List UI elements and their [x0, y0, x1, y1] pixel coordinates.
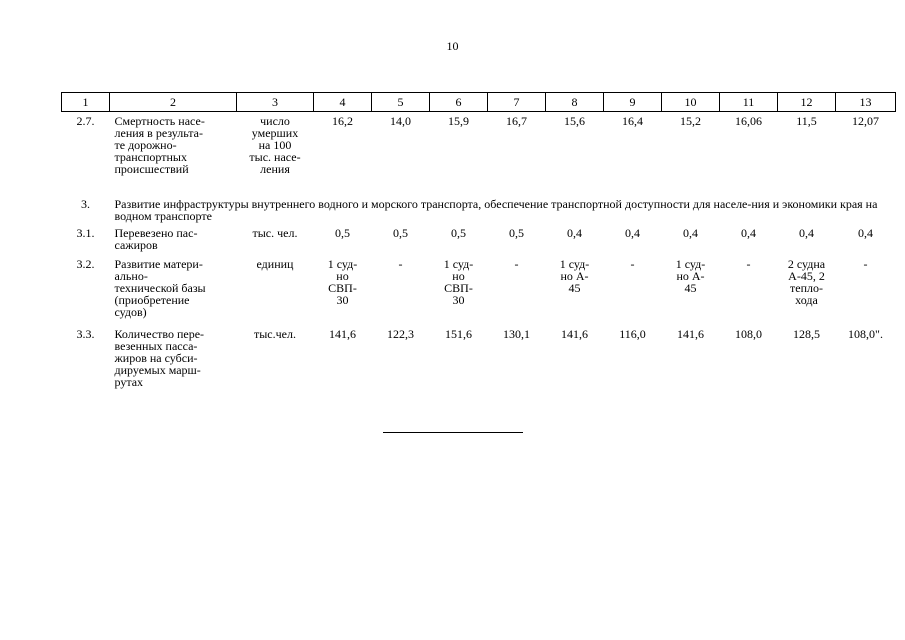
indicators-table: [61, 92, 896, 395]
cell-line: тыс.чел.: [254, 326, 296, 341]
value-cell: [604, 224, 662, 255]
cell-line: 0,4: [799, 225, 814, 240]
header-cell-2: 2: [110, 93, 237, 112]
header-cell-5: 5: [372, 93, 430, 112]
table-row: [62, 224, 896, 255]
cell-line: -: [630, 256, 635, 271]
header-cell-10: 10: [662, 93, 720, 112]
cell-line: ления в результа-: [114, 126, 203, 140]
value-cell: [836, 325, 896, 395]
indicator-name: [110, 325, 237, 395]
table-row: [62, 325, 896, 395]
cell-line: 45: [568, 280, 581, 295]
cell-line: 141,6: [561, 326, 588, 341]
header-row: [62, 93, 896, 112]
value-cell: [604, 325, 662, 395]
cell-line: Перевезено пас-: [114, 225, 198, 240]
cell-line: судов): [114, 304, 147, 319]
cell-line: ально-: [114, 268, 148, 283]
cell-line: 116,0: [619, 326, 646, 341]
value-cell: [314, 112, 372, 187]
cell-line: 2 судна: [787, 256, 826, 271]
cell-line: 0,4: [858, 225, 873, 240]
cell-line: 108,0".: [848, 326, 883, 341]
value-cell: [662, 255, 720, 325]
header-cell-4: 4: [314, 93, 372, 112]
cell-line: -: [398, 256, 403, 271]
cell-line: но: [452, 268, 465, 283]
value-cell: [662, 325, 720, 395]
cell-line: 0,4: [625, 225, 640, 240]
cell-line: жиров на субси-: [114, 350, 198, 365]
cell-line: 122,3: [387, 326, 414, 341]
cell-line: 151,6: [445, 326, 472, 341]
cell-line: 0,5: [451, 225, 466, 240]
unit-cell: [237, 224, 314, 255]
cell-line: Развитие матери-: [114, 256, 203, 271]
indicator-name: [110, 255, 237, 325]
header-cell-11: 11: [720, 93, 778, 112]
indicator-name: [110, 224, 237, 255]
cell-line: 16,7: [506, 114, 527, 128]
cell-line: 16,2: [332, 114, 353, 128]
value-cell: [430, 255, 488, 325]
unit-cell: [237, 325, 314, 395]
cell-line: 14,0: [390, 114, 411, 128]
value-cell: [488, 255, 546, 325]
value-cell: [662, 112, 720, 187]
cell-line: -: [863, 256, 868, 271]
value-cell: [604, 255, 662, 325]
cell-line: технической базы: [114, 280, 206, 295]
value-cell: [546, 112, 604, 187]
header-cell-9: 9: [604, 93, 662, 112]
cell-line: 1 суд-: [327, 256, 358, 271]
cell-line: хода: [795, 292, 818, 307]
cell-line: 45: [684, 280, 697, 295]
cell-line: 16,06: [735, 114, 762, 128]
cell-line: 15,2: [680, 114, 701, 128]
cell-line: сажиров: [114, 237, 158, 252]
value-cell: [372, 112, 430, 187]
cell-line: 0,4: [567, 225, 582, 240]
value-cell: [430, 224, 488, 255]
value-cell: [488, 325, 546, 395]
cell-line: единиц: [256, 256, 294, 271]
value-cell: [720, 224, 778, 255]
value-cell: [778, 255, 836, 325]
cell-line: 1 суд-: [559, 256, 590, 271]
cell-line: тепло-: [790, 280, 823, 295]
cell-line: 0,5: [393, 225, 408, 240]
cell-line: (приобретение: [114, 292, 190, 307]
cell-line: 1 суд-: [675, 256, 706, 271]
section-number: 3.: [81, 196, 90, 211]
cell-line: тыс. насе-: [249, 150, 301, 164]
value-cell: [488, 112, 546, 187]
value-cell: [314, 224, 372, 255]
cell-line: те дорожно-: [114, 138, 177, 152]
value-cell: [372, 255, 430, 325]
value-cell: [314, 255, 372, 325]
cell-line: 15,9: [448, 114, 469, 128]
cell-line: СВП-: [444, 280, 473, 295]
cell-line: 11,5: [796, 114, 817, 128]
row-number: 3.3.: [76, 326, 95, 341]
cell-line: число: [260, 114, 290, 128]
cell-line: 30: [336, 292, 349, 307]
value-cell: [604, 112, 662, 187]
row-number: 3.2.: [76, 256, 95, 271]
cell-line: 0,5: [335, 225, 350, 240]
cell-line: но: [336, 268, 349, 283]
section-title: Развитие инфраструктуры внутреннего водного и морского транспорта, обеспечение транспортной доступности для населе-ния и экономики края на водном транспорте: [114, 196, 878, 223]
unit-cell: [237, 255, 314, 325]
cell-line: Смертность насе-: [114, 114, 205, 128]
cell-line: -: [746, 256, 751, 271]
header-cell-6: 6: [430, 93, 488, 112]
end-separator-line: [383, 432, 523, 433]
cell-line: Количество пере-: [114, 326, 205, 341]
cell-line: 141,6: [329, 326, 356, 341]
cell-line: транспортных: [114, 150, 187, 164]
header-cell-1: 1: [62, 93, 110, 112]
value-cell: [662, 224, 720, 255]
value-cell: [430, 325, 488, 395]
value-cell: [836, 255, 896, 325]
cell-line: 108,0: [735, 326, 762, 341]
cell-line: 15,6: [564, 114, 585, 128]
cell-line: 130,1: [503, 326, 530, 341]
cell-line: умерших: [251, 126, 299, 140]
cell-line: 16,4: [622, 114, 643, 128]
table-row: [62, 112, 896, 187]
cell-line: тыс. чел.: [252, 225, 298, 240]
row-number: 2.7.: [76, 114, 95, 128]
cell-line: на 100: [258, 138, 292, 152]
value-cell: [546, 325, 604, 395]
value-cell: [720, 255, 778, 325]
header-cell-13: 13: [836, 93, 896, 112]
cell-line: 0,5: [509, 225, 524, 240]
value-cell: [778, 224, 836, 255]
page-number: 10: [446, 39, 459, 53]
value-cell: [314, 325, 372, 395]
header-cell-7: 7: [488, 93, 546, 112]
value-cell: [720, 325, 778, 395]
value-cell: [720, 112, 778, 187]
value-cell: [778, 325, 836, 395]
cell-line: происшествий: [114, 162, 189, 176]
cell-line: везенных пасса-: [114, 338, 198, 353]
header-cell-3: 3: [237, 93, 314, 112]
cell-line: но А-: [676, 268, 705, 283]
row-number: 3.1.: [76, 225, 95, 240]
cell-line: А-45, 2: [788, 268, 825, 283]
value-cell: [372, 224, 430, 255]
cell-line: 141,6: [677, 326, 704, 341]
indicator-name: [110, 112, 237, 187]
cell-line: 0,4: [683, 225, 698, 240]
header-cell-8: 8: [546, 93, 604, 112]
cell-line: 30: [452, 292, 465, 307]
cell-line: 12,07: [852, 114, 879, 128]
value-cell: [778, 112, 836, 187]
value-cell: [836, 112, 896, 187]
value-cell: [430, 112, 488, 187]
value-cell: [488, 224, 546, 255]
cell-line: СВП-: [328, 280, 357, 295]
value-cell: [546, 255, 604, 325]
value-cell: [836, 224, 896, 255]
value-cell: [546, 224, 604, 255]
value-cell: [372, 325, 430, 395]
table-row: [62, 255, 896, 325]
table-body: [62, 112, 896, 395]
cell-line: -: [514, 256, 519, 271]
header-cell-12: 12: [778, 93, 836, 112]
table-row: [62, 187, 896, 224]
cell-line: рутах: [114, 374, 144, 389]
cell-line: 1 суд-: [443, 256, 474, 271]
cell-line: но А-: [560, 268, 589, 283]
cell-line: ления: [260, 162, 290, 176]
cell-line: дируемых марш-: [114, 362, 201, 377]
unit-cell: [237, 112, 314, 187]
cell-line: 0,4: [741, 225, 756, 240]
cell-line: 128,5: [793, 326, 820, 341]
